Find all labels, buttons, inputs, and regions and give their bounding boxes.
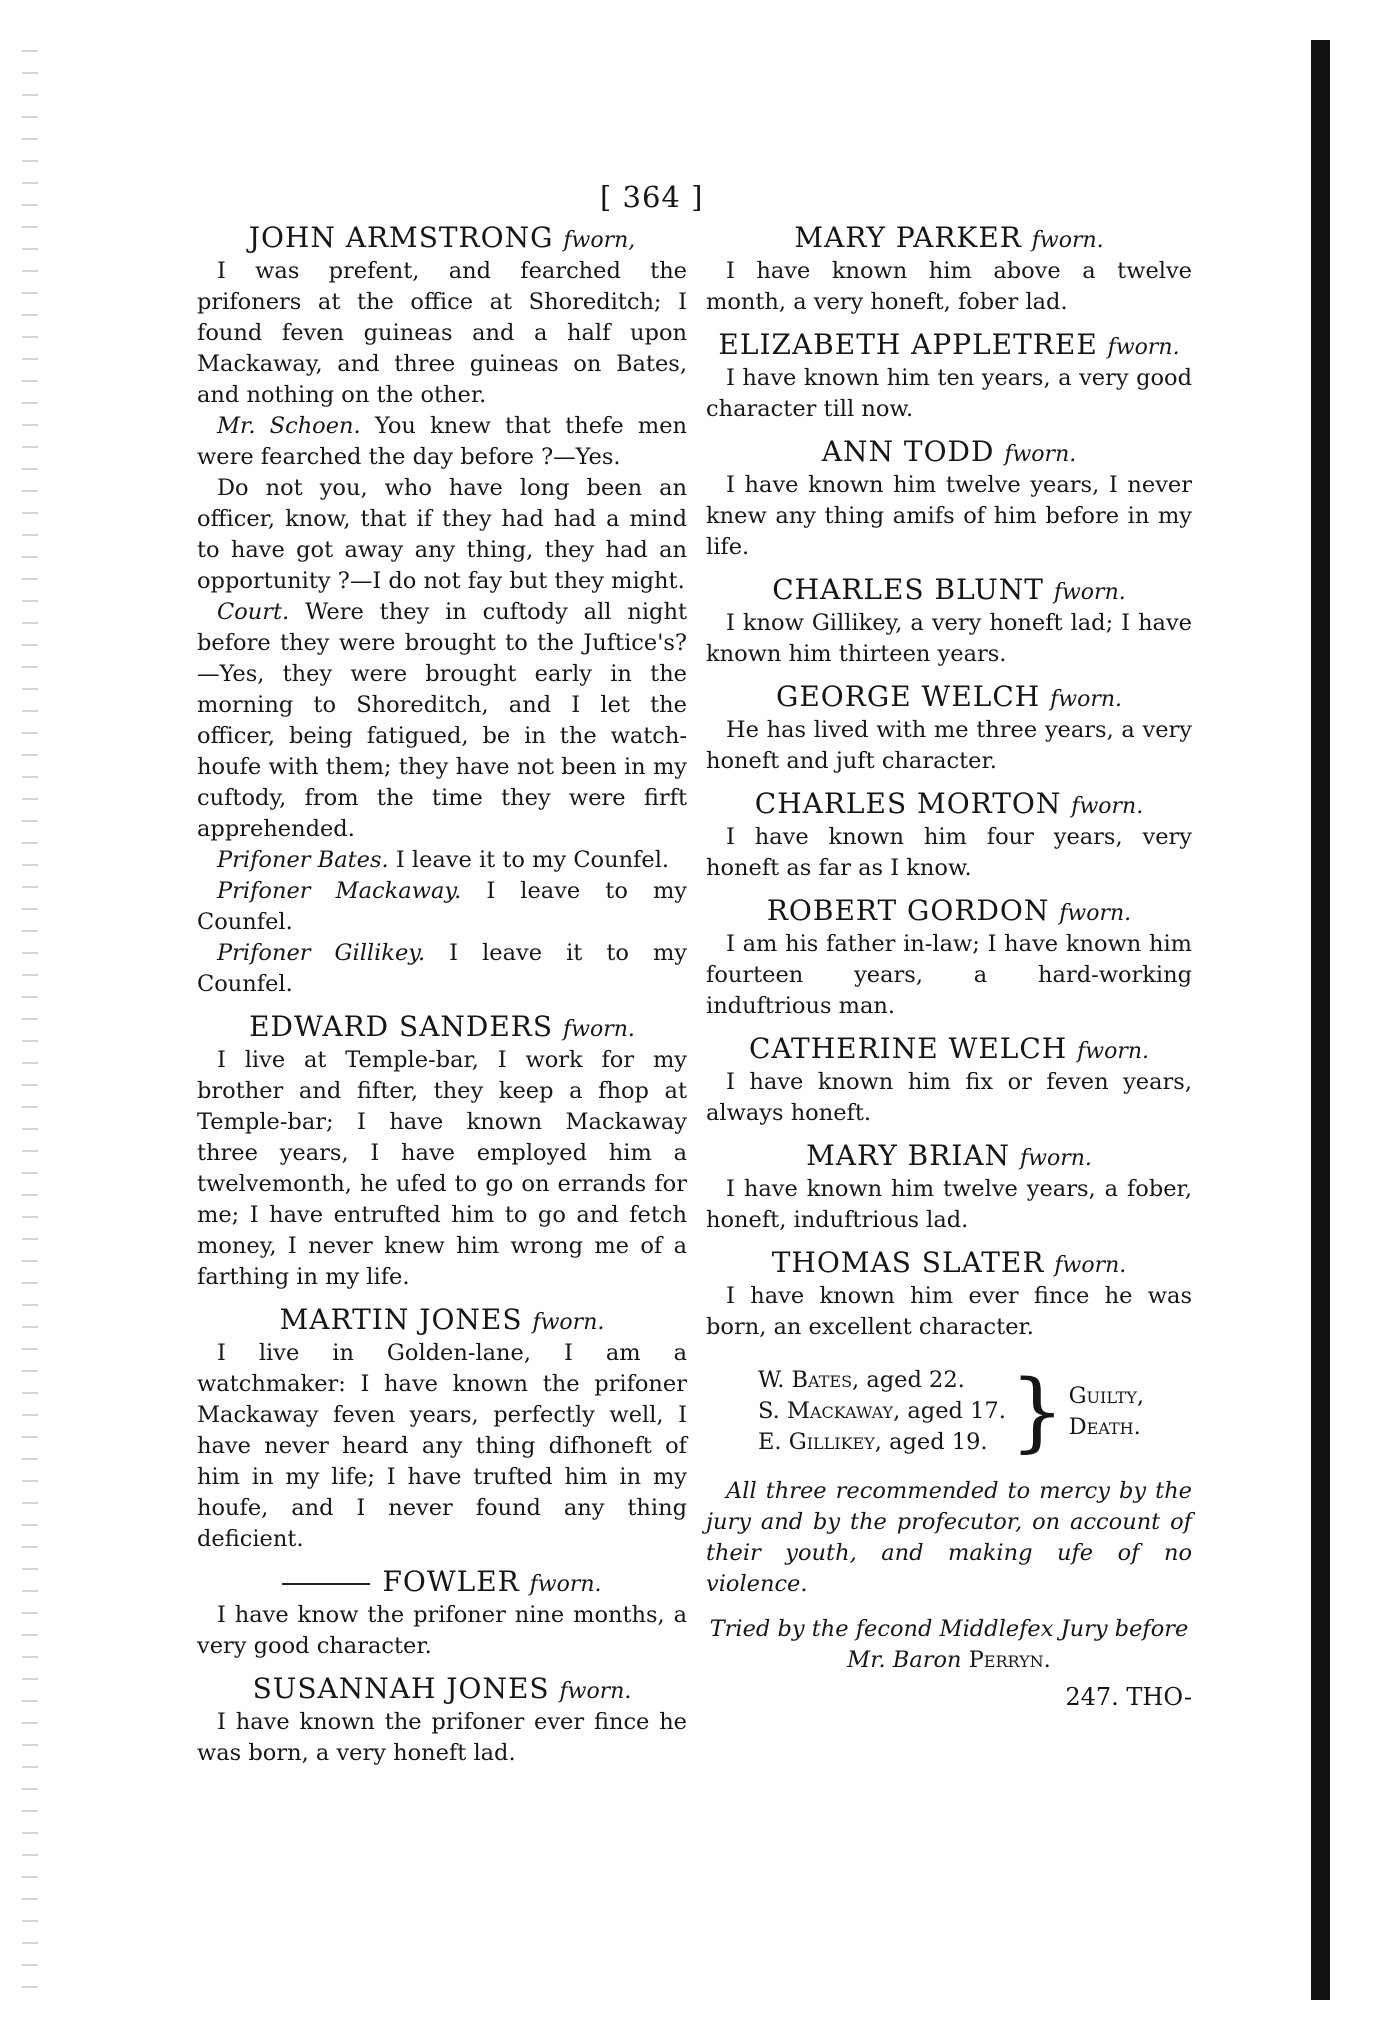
witness-name: ANN TODD — [821, 435, 995, 468]
witness-name: SUSANNAH JONES — [252, 1672, 550, 1705]
sworn-label: fworn. — [559, 1679, 632, 1704]
witness-name: MARY BRIAN — [806, 1139, 1011, 1172]
witness-heading — [197, 1566, 687, 1600]
speaker-label: Mr. Schoen. — [217, 413, 361, 439]
testimony-paragraph: I have known the prifoner ever fince he was born, a very honeft lad. — [197, 1709, 687, 1766]
exchange-paragraph — [197, 938, 687, 1000]
testimony-paragraph: I was prefent, and fearched the prifoners at the office at Shoreditch; I found feven guineas and a half upon Mackaway, and three guineas on Bates, and nothing on the other. — [197, 258, 687, 408]
page-number: [ 364 ] — [600, 180, 704, 214]
witness-heading — [706, 681, 1192, 715]
witness-name: CHARLES BLUNT — [772, 573, 1044, 606]
sworn-label: fworn. — [1071, 794, 1144, 819]
defendant-age: aged 17. — [900, 1398, 1006, 1424]
right-column-testimonies — [706, 222, 1192, 1343]
witness-heading — [706, 436, 1192, 470]
witness-heading — [706, 1247, 1192, 1281]
speaker-label: Court. — [217, 599, 290, 625]
tried-judge-title: Mr. Baron — [847, 1647, 962, 1673]
witness-name: THOMAS SLATER — [771, 1246, 1045, 1279]
testimony-paragraph: He has lived with me three years, a very honeft and juft character. — [706, 717, 1192, 774]
tried-judge-name: Perryn. — [968, 1647, 1051, 1673]
witness-heading — [706, 329, 1192, 363]
sworn-label: fworn. — [532, 1310, 605, 1335]
exchange-text: I leave it to my Counfel. — [197, 940, 687, 997]
exchange-paragraph — [197, 411, 687, 473]
sworn-label: fworn. — [1050, 687, 1123, 712]
exchange-text: You knew that thefe men were fearched the day before ?—Yes. — [197, 413, 688, 470]
exchange-text: Were they in cuftody all night before they were brought to the Juftice's? —Yes, they were brought early in the morning to Shoreditch, and I let the officer, being fatigued, be in the watch-houfe with them; they have not been in my cuftody, from the time they were firft apprehended. — [197, 599, 687, 842]
mercy-recommendation: All three recommended to mercy by the jury and by the profecutor, on account of their youth, and making ufe of no violence. — [706, 1478, 1192, 1597]
sworn-label: fworn. — [562, 1017, 635, 1042]
testimony-paragraph: I have known him twelve years, a fober, honeft, induftrious lad. — [706, 1176, 1192, 1233]
defendant-age: aged 19. — [881, 1429, 988, 1455]
sworn-label: fworn. — [1004, 442, 1077, 467]
witness-name: GEORGE WELCH — [775, 680, 1041, 713]
testimony-paragraph: I am his father in-law; I have known him fourteen years, a hard-working induftrious man. — [706, 931, 1192, 1019]
witness-heading — [706, 222, 1192, 256]
sworn-label: fworn. — [1107, 335, 1180, 360]
verdict-death: Death. — [1068, 1413, 1141, 1440]
witness-heading — [197, 1673, 687, 1707]
right-column — [706, 222, 1192, 1713]
exchange-text: I leave to my Counfel. — [197, 878, 687, 935]
sworn-label: fworn. — [1053, 580, 1126, 605]
defendant-age: aged 22. — [859, 1367, 965, 1393]
witness-name: ELIZABETH APPLETREE — [718, 328, 1098, 361]
witness-name: MARY PARKER — [794, 221, 1022, 254]
testimony-paragraph: Do not you, who have long been an officer, know, that if they had had a mind to have got away any thing, they had an opportunity ?—I do not fay but they might. — [197, 475, 687, 594]
verdict-block — [706, 1361, 1192, 1462]
witness-name: JOHN ARMSTRONG — [248, 221, 554, 254]
tried-line-1: Tried by the fecond Middlefex Jury before — [709, 1616, 1189, 1642]
sworn-label: fworn. — [529, 1572, 602, 1597]
sworn-label: fworn. — [1054, 1253, 1127, 1278]
verdict-text — [1069, 1381, 1145, 1443]
tried-statement — [706, 1614, 1192, 1676]
testimony-paragraph: I have know the prifoner nine months, a very good character. — [197, 1602, 687, 1659]
sworn-label: fworn. — [1077, 1039, 1150, 1064]
testimony-paragraph: I have known him ever fince he was born, an excellent character. — [706, 1283, 1192, 1340]
witness-name: FOWLER — [382, 1565, 520, 1598]
verdict-guilty: Guilty, — [1068, 1382, 1145, 1409]
exchange-paragraph — [197, 845, 687, 876]
witness-name: CATHERINE WELCH — [748, 1032, 1068, 1065]
witness-heading — [706, 574, 1192, 608]
sworn-label: fworn. — [1059, 901, 1132, 926]
verdict-defendant — [758, 1396, 1006, 1427]
exchange-text: I leave it to my Counfel. — [395, 847, 670, 873]
witness-name: MARTIN JONES — [279, 1303, 523, 1336]
exchange-paragraph — [197, 876, 687, 938]
sworn-label: fworn. — [1019, 1146, 1092, 1171]
tried-line-2 — [706, 1645, 1192, 1676]
witness-heading — [706, 788, 1192, 822]
testimony-paragraph: I have known him fix or feven years, always honeft. — [706, 1069, 1192, 1126]
witness-name: ROBERT GORDON — [766, 894, 1050, 927]
witness-heading — [197, 222, 687, 256]
scan-edge-marks — [22, 50, 38, 2000]
scan-binding-bar — [1311, 40, 1330, 2000]
verdict-names — [758, 1365, 1006, 1458]
witness-name: CHARLES MORTON — [754, 787, 1062, 820]
witness-name: EDWARD SANDERS — [249, 1010, 554, 1043]
verdict-defendant — [758, 1427, 1006, 1458]
witness-heading — [706, 1033, 1192, 1067]
witness-heading — [197, 1011, 687, 1045]
defendant-name: E. Gillikey, — [758, 1429, 882, 1455]
defendant-name: W. Bates, — [758, 1367, 860, 1393]
testimony-paragraph: I live in Golden-lane, I am a watchmaker: I have known the prifoner Mackaway feven years, perfectly well, I have never heard any thing difhoneft of him in my life; I have trufted him in my houfe, and I never found any thing deficient. — [197, 1340, 687, 1552]
testimony-paragraph: I have known him above a twelve month, a very honeft, fober lad. — [706, 258, 1192, 315]
speaker-label: Prifoner Bates. — [217, 847, 389, 873]
sworn-label: fworn, — [563, 228, 636, 253]
testimony-paragraph: I have known him ten years, a very good character till now. — [706, 365, 1192, 422]
left-column — [197, 222, 687, 1769]
witness-heading — [706, 1140, 1192, 1174]
testimony-paragraph: I live at Temple-bar, I work for my brother and fifter, they keep a fhop at Temple-bar; I have known Mackaway three years, I have employed him a twelvemonth, he ufed to go on errands for me; I have entrufted him to go and fetch money, I never knew him wrong me of a farthing in my life. — [197, 1047, 687, 1290]
testimony-paragraph: I have known him twelve years, I never knew any thing amifs of him before in my life. — [706, 472, 1192, 560]
defendant-name: S. Mackaway, — [758, 1398, 901, 1424]
speaker-label: Prifoner Mackaway. — [217, 878, 462, 904]
sworn-label: fworn. — [1031, 228, 1104, 253]
catchword: 247. THO- — [1065, 1683, 1192, 1711]
witness-heading — [197, 1304, 687, 1338]
verdict-defendant — [758, 1365, 1006, 1396]
exchange-paragraph — [197, 597, 687, 845]
name-omitted-dash — [282, 1583, 370, 1585]
brace-glyph: } — [1009, 1361, 1065, 1462]
testimony-paragraph: I know Gillikey, a very honeft lad; I have known him thirteen years. — [706, 610, 1192, 667]
speaker-label: Prifoner Gillikey. — [217, 940, 426, 966]
testimony-paragraph: I have known him four years, very honeft as far as I know. — [706, 824, 1192, 881]
witness-heading — [706, 895, 1192, 929]
